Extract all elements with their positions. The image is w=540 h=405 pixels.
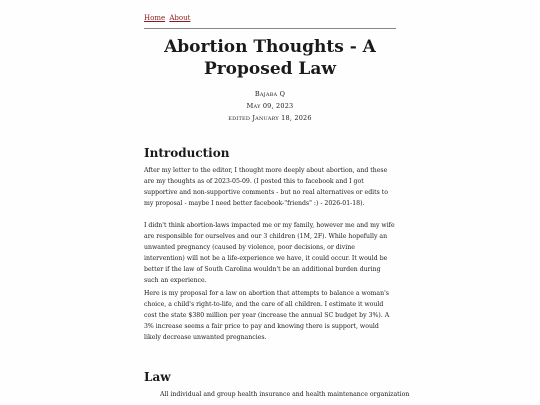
law-list-item: 1. All individual and group health insurance and health maintenance organization: [160, 389, 412, 400]
header-divider: [144, 28, 396, 29]
author-name: Bajaba Q: [254, 90, 286, 98]
intro-paragraph-2: I didn't think abortion-laws impacted me or my family, however me and my wife are responsible for ourselves and our 3 children (1M, 2F). While hopefully an unwanted pregnancy (caused by violence, poor decisions, or divine intervention) will not be a life-experience we have, it could occur. It would be better if the law of South Carolina wouldn't be an additional burden during such an experience.: [144, 222, 395, 284]
intro-paragraph-1: After my letter to the editor, I thought more deeply about abortion, and these are my thoughts as of 2023-05-09. (I posted this to facebook and I got supportive and non-supportive comments - but no real alternatives or edits to my proposal - maybe I need better facebook-"friends" :) - 2026-01-18).: [144, 167, 388, 207]
nav-about-link[interactable]: About: [169, 14, 191, 22]
top-nav: [144, 14, 192, 23]
law-list: [144, 389, 412, 400]
nav-home-link[interactable]: Home: [144, 14, 166, 22]
page-title: Abortion Thoughts - A Proposed Law: [164, 37, 376, 79]
law-heading: Law: [144, 370, 171, 384]
introduction-heading: Introduction: [144, 146, 230, 160]
edited-date: edited January 18, 2026: [228, 114, 312, 122]
publish-date: May 09, 2023: [246, 102, 294, 110]
intro-paragraph-3: Here is my proposal for a law on abortion that attempts to balance a woman's choice, a child's right-to-life, and the care of all children. I estimate it would cost the state $380 million per year (increase the annual SC budget by 3%). A 3% increase seems a fair price to pay and knowing there is support, would likely decrease unwanted pregnancies.: [144, 290, 390, 341]
